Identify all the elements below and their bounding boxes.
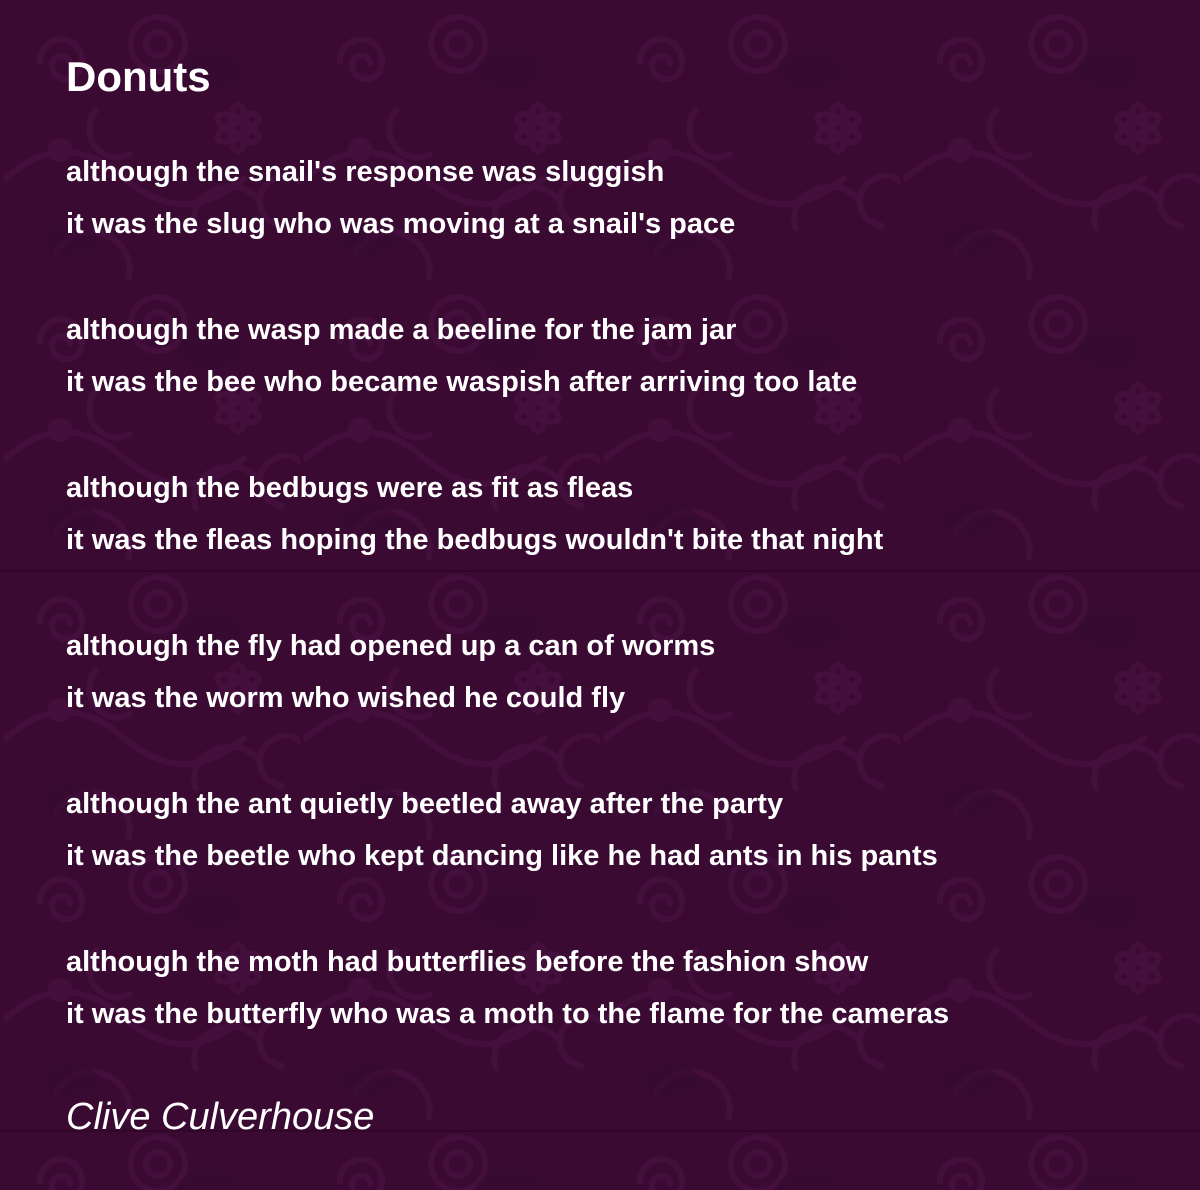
stanza bbox=[66, 936, 1150, 1040]
poem-line: it was the worm who wished he could fly bbox=[66, 682, 626, 714]
poem-line: it was the slug who was moving at a snail's pace bbox=[66, 208, 736, 240]
poem-title: Donuts bbox=[66, 53, 211, 100]
poem-line: although the moth had butterflies before the fashion show bbox=[66, 946, 869, 978]
poem-line: although the wasp made a beeline for the jam jar bbox=[66, 314, 737, 346]
poem-line: it was the bee who became waspish after arriving too late bbox=[66, 366, 858, 398]
stanza bbox=[66, 304, 1150, 408]
stanza bbox=[66, 778, 1150, 882]
poem-line: it was the beetle who kept dancing like he had ants in his pants bbox=[66, 840, 938, 872]
poem-line: it was the fleas hoping the bedbugs wouldn't bite that night bbox=[66, 524, 884, 556]
stanza bbox=[66, 620, 1150, 724]
poem-body bbox=[66, 146, 1150, 1040]
poem-line: although the snail's response was sluggish bbox=[66, 156, 665, 188]
stanza bbox=[66, 462, 1150, 566]
author-name: Clive Culverhouse bbox=[66, 1096, 375, 1138]
stanza bbox=[66, 146, 1150, 250]
poem-page bbox=[66, 0, 1150, 1140]
poem-line: although the fly had opened up a can of worms bbox=[66, 630, 716, 662]
poem-line: it was the butterfly who was a moth to the flame for the cameras bbox=[66, 998, 950, 1030]
poem-line: although the ant quietly beetled away after the party bbox=[66, 788, 784, 820]
poem-line: although the bedbugs were as fit as fleas bbox=[66, 472, 634, 504]
